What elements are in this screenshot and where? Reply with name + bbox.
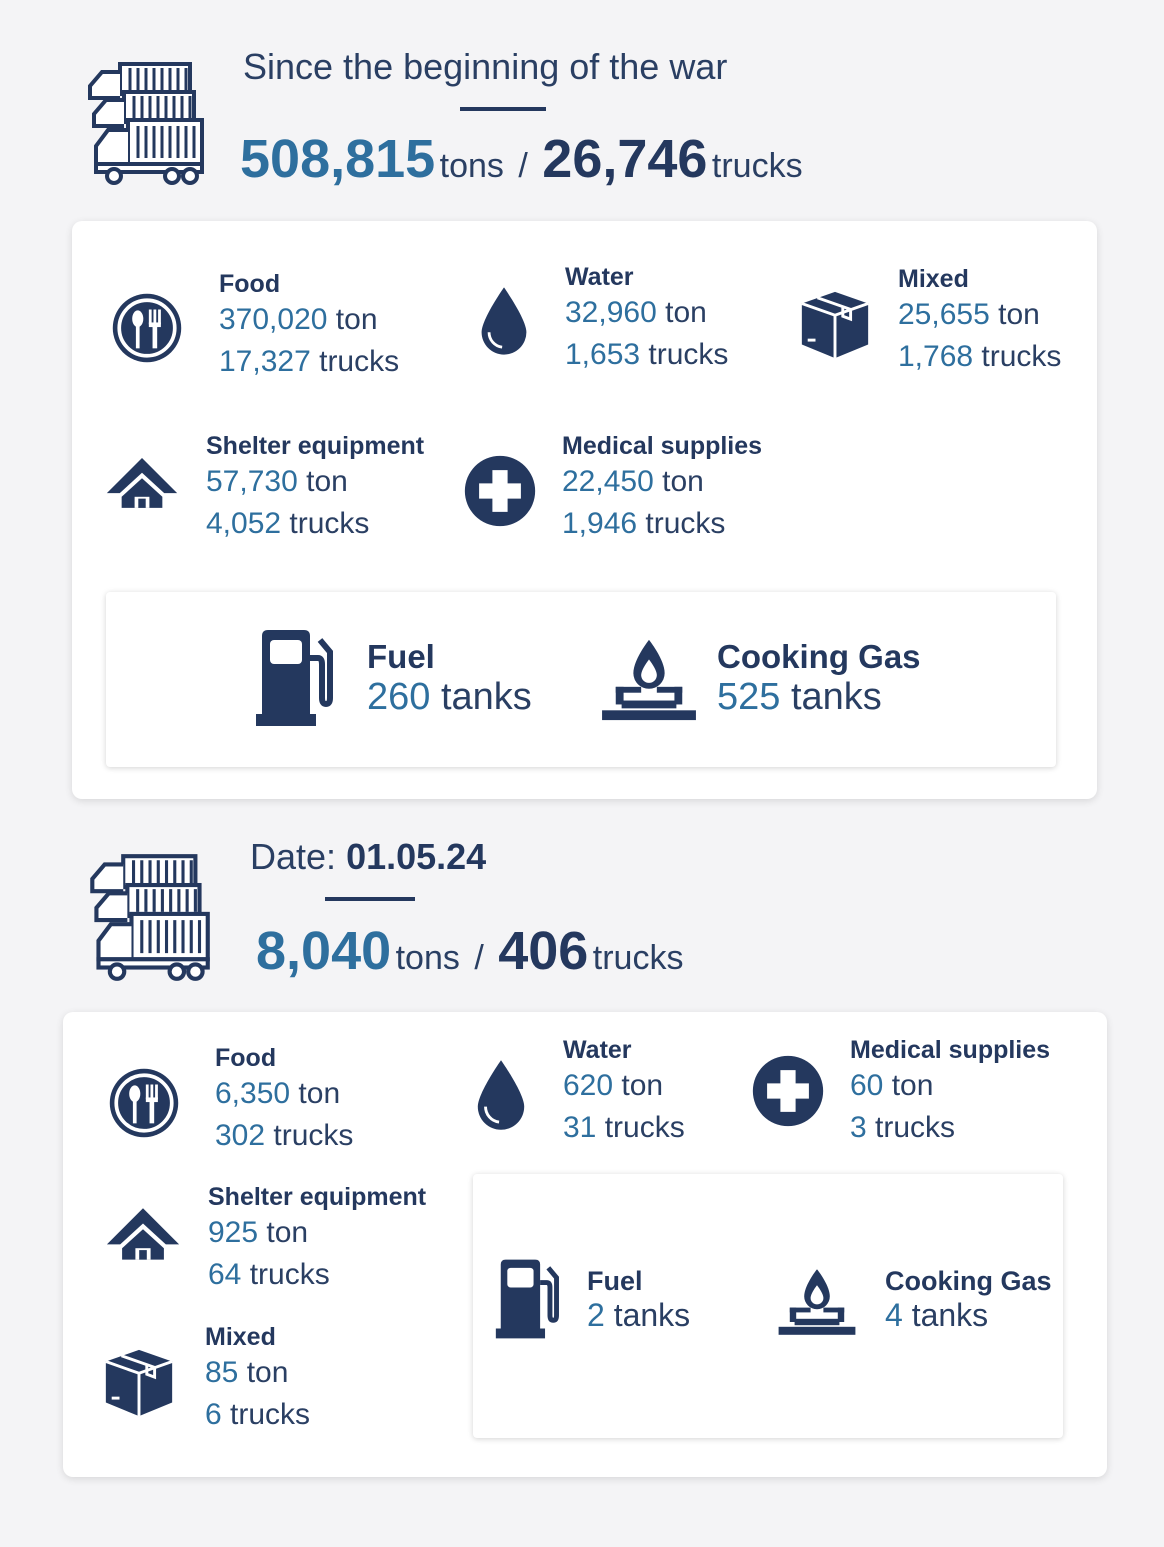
war-water-label: Water bbox=[565, 263, 634, 291]
day-trucks-value: 406 bbox=[498, 921, 589, 981]
fuel-pump-icon bbox=[252, 628, 336, 728]
day-water-item bbox=[563, 1036, 685, 1149]
food-icon bbox=[107, 1066, 181, 1140]
war-shelter-label: Shelter equipment bbox=[206, 432, 425, 460]
war-fuel-label: Fuel bbox=[367, 638, 435, 675]
war-medical-ton-unit: ton bbox=[662, 465, 704, 498]
box-icon bbox=[796, 286, 874, 364]
war-trucks-icon bbox=[80, 58, 210, 188]
day-date-label: Date: bbox=[250, 836, 337, 877]
day-shelter-ton-unit: ton bbox=[266, 1216, 309, 1249]
war-water-trucks-unit: trucks bbox=[648, 338, 729, 371]
war-tons-value: 508,815 bbox=[240, 129, 436, 189]
day-water-ton: 620 bbox=[563, 1069, 614, 1102]
day-mixed-item bbox=[205, 1323, 310, 1436]
war-gas-item bbox=[717, 638, 921, 719]
war-water-item bbox=[565, 263, 728, 376]
war-gas-unit: tanks bbox=[790, 676, 882, 718]
day-water-ton-unit: ton bbox=[621, 1069, 664, 1102]
war-medical-trucks-unit: trucks bbox=[645, 507, 726, 540]
day-mixed-trucks: 6 bbox=[205, 1398, 222, 1431]
day-water-label: Water bbox=[563, 1036, 632, 1064]
day-shelter-item bbox=[208, 1183, 426, 1296]
day-medical-trucks-unit: trucks bbox=[875, 1111, 956, 1144]
war-food-trucks: 17,327 bbox=[219, 345, 311, 378]
war-section-title: Since the beginning of the war bbox=[243, 46, 728, 87]
medical-cross-icon bbox=[750, 1053, 826, 1129]
war-mixed-trucks-unit: trucks bbox=[981, 340, 1062, 373]
gas-stove-icon bbox=[600, 636, 698, 724]
day-medical-ton-unit: ton bbox=[891, 1069, 934, 1102]
day-medical-label: Medical supplies bbox=[850, 1036, 1051, 1064]
day-water-trucks: 31 bbox=[563, 1111, 597, 1144]
war-mixed-ton: 25,655 bbox=[898, 298, 990, 331]
war-shelter-trucks-unit: trucks bbox=[289, 507, 370, 540]
war-water-ton: 32,960 bbox=[565, 296, 657, 329]
day-fuel-unit: tanks bbox=[613, 1297, 691, 1333]
day-trucks-icon bbox=[82, 850, 216, 984]
day-section-title bbox=[250, 836, 486, 878]
water-drop-icon bbox=[476, 283, 532, 359]
war-shelter-ton: 57,730 bbox=[206, 465, 298, 498]
war-food-trucks-unit: trucks bbox=[319, 345, 400, 378]
box-icon bbox=[100, 1344, 178, 1422]
day-totals-separator: / bbox=[474, 939, 484, 977]
day-medical-trucks: 3 bbox=[850, 1111, 867, 1144]
war-water-trucks: 1,653 bbox=[565, 338, 641, 371]
day-fuel-label: Fuel bbox=[587, 1266, 643, 1296]
war-trucks-unit: trucks bbox=[711, 147, 803, 185]
war-mixed-item bbox=[898, 265, 1061, 378]
war-tons-unit: tons bbox=[439, 147, 504, 185]
water-drop-icon bbox=[472, 1056, 530, 1134]
day-tons-unit: tons bbox=[395, 939, 460, 977]
day-tons-value: 8,040 bbox=[256, 921, 392, 981]
war-medical-trucks: 1,946 bbox=[562, 507, 638, 540]
war-shelter-ton-unit: ton bbox=[306, 465, 348, 498]
day-date-value: 01.05.24 bbox=[346, 836, 487, 877]
war-food-ton: 370,020 bbox=[219, 303, 328, 336]
day-title-divider bbox=[325, 897, 415, 901]
day-shelter-trucks-unit: trucks bbox=[249, 1258, 330, 1291]
gas-stove-icon bbox=[776, 1266, 858, 1338]
day-food-label: Food bbox=[215, 1044, 277, 1072]
war-mixed-ton-unit: ton bbox=[998, 298, 1040, 331]
war-gas-label: Cooking Gas bbox=[717, 638, 921, 675]
day-shelter-trucks: 64 bbox=[208, 1258, 242, 1291]
food-icon bbox=[110, 291, 184, 365]
war-shelter-trucks: 4,052 bbox=[206, 507, 282, 540]
day-mixed-label: Mixed bbox=[205, 1323, 276, 1351]
war-title-divider bbox=[460, 107, 546, 111]
war-water-ton-unit: ton bbox=[665, 296, 707, 329]
war-food-ton-unit: ton bbox=[335, 303, 378, 336]
tent-icon bbox=[105, 452, 179, 512]
day-shelter-label: Shelter equipment bbox=[208, 1183, 427, 1211]
day-medical-ton: 60 bbox=[850, 1069, 884, 1102]
day-gas-value: 4 bbox=[885, 1297, 903, 1333]
day-mixed-trucks-unit: trucks bbox=[230, 1398, 311, 1431]
war-fuel-item bbox=[367, 638, 532, 719]
war-mixed-trucks: 1,768 bbox=[898, 340, 974, 373]
day-fuel-item bbox=[587, 1266, 690, 1334]
tent-icon bbox=[105, 1202, 181, 1264]
war-fuel-value: 260 bbox=[367, 676, 431, 718]
day-shelter-ton: 925 bbox=[208, 1216, 259, 1249]
day-gas-item bbox=[885, 1266, 1052, 1334]
war-gas-value: 525 bbox=[717, 676, 781, 718]
day-trucks-unit: trucks bbox=[592, 939, 684, 977]
day-fuel-value: 2 bbox=[587, 1297, 605, 1333]
war-fuel-unit: tanks bbox=[440, 676, 532, 718]
day-gas-label: Cooking Gas bbox=[885, 1266, 1052, 1296]
fuel-pump-icon bbox=[492, 1258, 562, 1340]
day-food-trucks: 302 bbox=[215, 1119, 266, 1152]
day-mixed-ton-unit: ton bbox=[246, 1356, 289, 1389]
day-totals bbox=[256, 920, 683, 982]
war-food-label: Food bbox=[219, 270, 281, 298]
war-totals-separator: / bbox=[518, 147, 528, 185]
day-mixed-ton: 85 bbox=[205, 1356, 239, 1389]
war-food-item bbox=[219, 270, 399, 383]
medical-cross-icon bbox=[462, 453, 538, 529]
day-food-item bbox=[215, 1044, 353, 1157]
day-medical-item bbox=[850, 1036, 1050, 1149]
day-gas-unit: tanks bbox=[911, 1297, 989, 1333]
war-trucks-value: 26,746 bbox=[542, 129, 708, 189]
day-food-trucks-unit: trucks bbox=[273, 1119, 354, 1152]
war-medical-label: Medical supplies bbox=[562, 432, 763, 460]
day-food-ton: 6,350 bbox=[215, 1077, 291, 1110]
day-water-trucks-unit: trucks bbox=[604, 1111, 685, 1144]
day-food-ton-unit: ton bbox=[298, 1077, 341, 1110]
war-shelter-item bbox=[206, 432, 424, 545]
war-medical-ton: 22,450 bbox=[562, 465, 654, 498]
war-medical-item bbox=[562, 432, 762, 545]
war-mixed-label: Mixed bbox=[898, 265, 969, 293]
war-totals bbox=[240, 128, 803, 190]
